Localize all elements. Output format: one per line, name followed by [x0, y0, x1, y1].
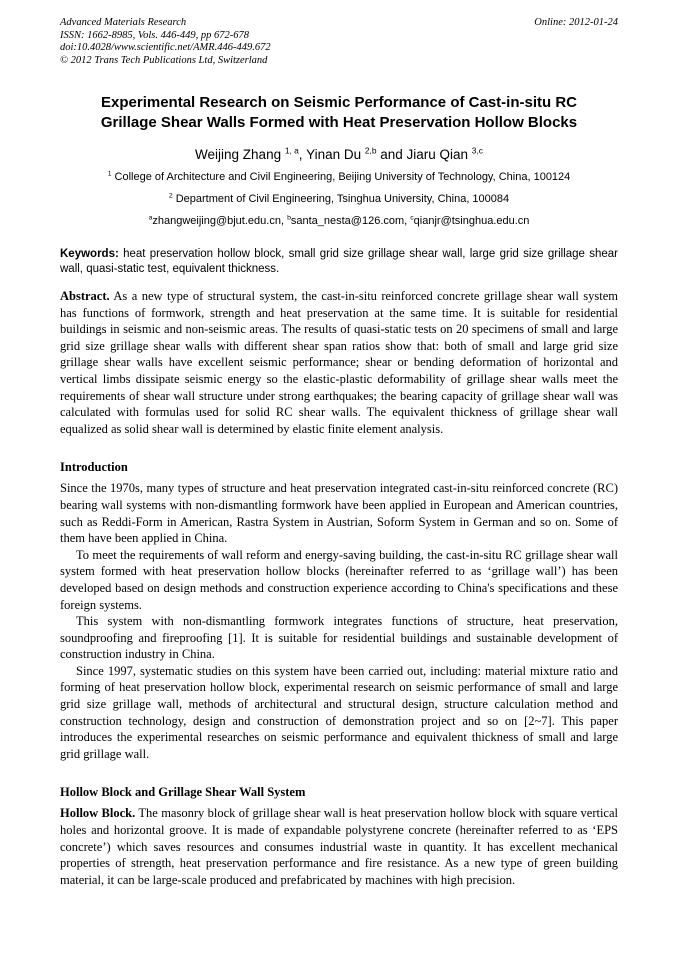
intro-paragraph-4: Since 1997, systematic studies on this system have been carried out, including: material mixture ratio and forming of heat preservation hollow block, experimental research on seismic performance of small and large grid size grillage wall, methods of architectural and structural design, structure calculation method and construction technology, design and construction of demonstration project and so on [2~7]. This paper introduces the experimental researches on seismic performance and equivalent thickness of small and large grid grillage wall. [60, 663, 618, 761]
email-superscript-3: c [410, 214, 414, 222]
author-separator-2: and [376, 147, 407, 162]
author-separator-1: , [298, 147, 307, 162]
authors-line [60, 147, 618, 162]
journal-header-row [60, 17, 618, 30]
email-superscript-1: a [148, 214, 153, 222]
affiliation-1 [60, 171, 618, 184]
affiliation-2 [60, 193, 618, 206]
author-name-1: Weijing Zhang [195, 147, 285, 162]
keywords-label: Keywords: [60, 248, 119, 260]
hollow-block-text: The masonry block of grillage shear wall is heat preservation hollow block with square vertical holes and horizontal groove. It is made of expandable polystyrene concrete (hereinafter referred to as ‘EPS concrete’) which saves resources and consumes industrial waste in quantity. It has excellent mechanical properties of strength, heat preservation performance and fire resistance. As a new type of green building material, it can be large-scale produced and prefabricated by machines with high precision. [60, 806, 618, 887]
issn-line: ISSN: 1662-8985, Vols. 446-449, pp 672-678 [60, 29, 249, 41]
email-address-2: santa_nesta@126.com, [290, 215, 411, 227]
keywords-block [60, 247, 618, 277]
keywords-text: heat preservation hollow block, small grid size grillage shear wall, large grid size grillage shear wall, quasi-static test, equivalent thickness. [60, 248, 618, 275]
abstract-label: Abstract. [60, 289, 110, 303]
email-superscript-2: b [287, 214, 291, 222]
hollow-block-paragraph [60, 805, 618, 888]
affiliation-2-text: Department of Civil Engineering, Tsinghua University, China, 100084 [172, 193, 510, 205]
section-heading-hollow-block: Hollow Block and Grillage Shear Wall System [60, 785, 306, 800]
email-address-3: qianjr@tsinghua.edu.cn [413, 215, 530, 227]
abstract-text: As a new type of structural system, the cast-in-situ reinforced concrete grillage shear wall system has functions of formwork, strength and heat preservation at the same time. It is suitable for residential buildings in seismic and non-seismic areas. The results of quasi-static tests on 20 specimens of small and large grid size grillage shear walls with different shear span ratios show that: both of small and large grid size grillage shear walls have excellent seismic performance; shear or bending deformation of horizontal and vertical limbs dissipate seismic energy so the elastic-plastic deformability of grillage shear walls meet the requirements of shear wall structure under strong earthquakes; the bearing capacity of grillage shear wall was calculated with formulas used for solid RC shear walls. The equivalent thickness of grillage shear wall equalized as solid shear wall is determined by elastic finite element analysis. [60, 289, 618, 436]
intro-paragraph-3: This system with non-dismantling formwork integrates functions of structure, heat preservation, soundproofing and fireproofing [1]. It is suitable for residential buildings and sustainable development of construction industry in China. [60, 614, 618, 662]
copyright-line: © 2012 Trans Tech Publications Ltd, Switzerland [60, 54, 268, 66]
abstract-block [60, 288, 618, 437]
author-superscript-2: 2,b [364, 145, 377, 156]
hollow-block-run-in-label: Hollow Block. [60, 806, 136, 821]
journal-header [60, 17, 618, 67]
section-heading-introduction: Introduction [60, 460, 128, 475]
author-superscript-1: 1, a [284, 145, 299, 156]
affiliation-2-superscript: 2 [168, 192, 173, 200]
author-name-3: Jiaru Qian [406, 147, 472, 162]
author-name-2: Yinan Du [306, 147, 365, 162]
author-superscript-3: 3,c [471, 145, 483, 156]
intro-paragraph-2: To meet the requirements of wall reform and energy-saving building, the cast-in-situ RC grillage shear wall system formed with heat preservation hollow blocks (hereinafter referred to as ‘grillage wall’) has been developed based on design methods and construction experience according to China's specifications and these foreign systems. [60, 547, 618, 612]
paper-title: Experimental Research on Seismic Performance of Cast-in-situ RC Grillage Shear Walls Formed with Heat Preservation Hollow Blocks [100, 94, 578, 131]
email-address-1: zhangweijing@bjut.edu.cn, [152, 215, 288, 227]
intro-paragraph-1: Since the 1970s, many types of structure and heat preservation integrated cast-in-situ reinforced concrete (RC) bearing wall systems with non-dismantling formwork have been applied in European and American countries, such as Reddi-Form in American, Rastra System in Austrian, Soform System in German and so on. Some of them have been applied in China. [60, 481, 618, 546]
online-date: Online: 2012-01-24 [534, 17, 618, 28]
email-line [60, 215, 618, 228]
doi-line: doi:10.4028/www.scientific.net/AMR.446-449.672 [60, 42, 271, 53]
journal-name: Advanced Materials Research [60, 17, 187, 28]
affiliation-1-text: College of Architecture and Civil Engineering, Beijing University of Technology, China, 100124 [111, 171, 571, 183]
affiliation-1-superscript: 1 [107, 170, 112, 178]
